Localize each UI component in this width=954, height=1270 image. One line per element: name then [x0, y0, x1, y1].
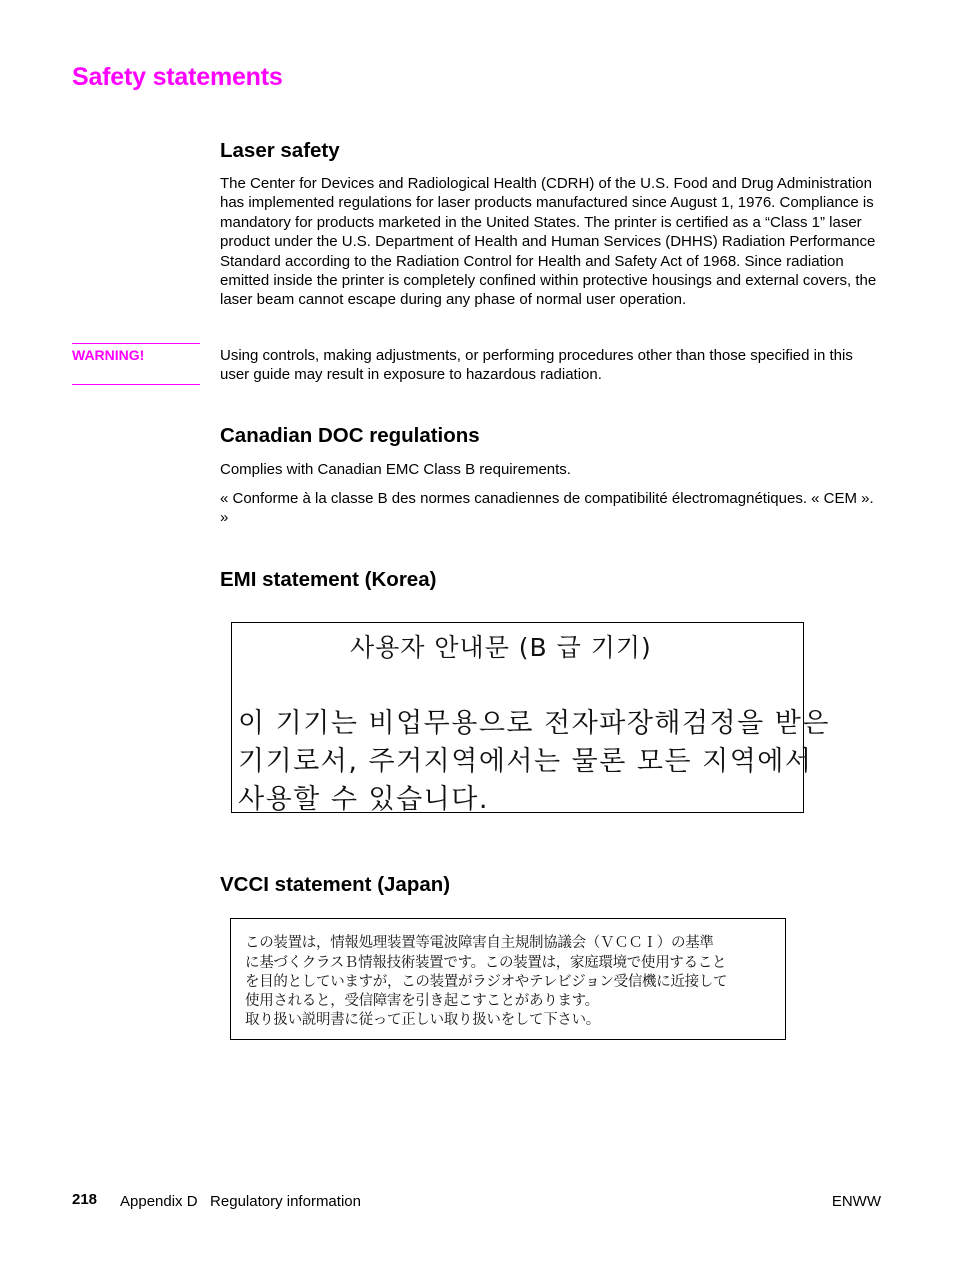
- korea-line: 기기로서, 주거지역에서는 물론 모든 지역에서: [238, 746, 813, 777]
- japan-line: を目的としていますが，この装置がラジオやテレビジョン受信機に近接して: [245, 974, 728, 990]
- korea-box-title: 사용자 안내문 (B 급 기기): [350, 633, 652, 662]
- footer-code: ENWW: [831, 1193, 881, 1210]
- warning-text: Using controls, making adjustments, or performing procedures other than those specified in this user guide may result in exposure to hazardous radiation.: [220, 347, 853, 384]
- canadian-french-text: « Conforme à la classe B des normes canadiennes de compatibilité électromagnétiques. « CEM ». »: [220, 490, 874, 527]
- canadian-doc-heading: Canadian DOC regulations: [220, 424, 480, 447]
- warning-top-rule: [72, 343, 200, 344]
- japan-line: 取り扱い説明書に従って正しい取り扱いをして下さい。: [245, 1012, 600, 1028]
- vcci-japan-heading: VCCI statement (Japan): [220, 873, 451, 896]
- warning-bottom-rule: [72, 384, 200, 385]
- japan-line: この装置は，情報処理装置等電波障害自主規制協議会（ＶＣＣＩ）の基準: [245, 935, 714, 951]
- japan-line: に基づくクラスＢ情報技術装置です。この装置は，家庭環境で使用すること: [245, 955, 727, 971]
- warning-label: WARNING!: [72, 347, 145, 363]
- emi-korea-heading: EMI statement (Korea): [220, 568, 437, 591]
- laser-safety-heading: Laser safety: [220, 139, 340, 162]
- laser-safety-body: The Center for Devices and Radiological Health (CDRH) of the U.S. Food and Drug Administration has implemented regulations for laser products manufactured since August 1, 1976. Compliance is mandatory for products marketed in the United States. The printer is certified as a “Class 1” laser product under the U.S. Department of Health and Human Services (DHHS) Radiation Performance Standard according to the Radiation Control for Health and Safety Act of 1968. Since radiation emitted inside the printer is completely confined within protective housings and external covers, the laser beam cannot escape during any phase of normal user operation.: [220, 175, 877, 309]
- canadian-compliance-text: Complies with Canadian EMC Class B requirements.: [220, 461, 571, 478]
- japan-line: 使用されると，受信障害を引き起こすことがあります。: [245, 993, 599, 1009]
- footer-section: Appendix D Regulatory information: [120, 1193, 361, 1210]
- japan-statement-box: [230, 918, 786, 1040]
- page-title: Safety statements: [72, 63, 283, 91]
- footer-page-number: 218: [72, 1191, 98, 1208]
- korea-line: 이 기기는 비업무용으로 전자파장해검정을 받은: [238, 708, 830, 739]
- korea-statement-box: [231, 622, 830, 815]
- korea-line: 사용할 수 있습니다.: [238, 784, 489, 815]
